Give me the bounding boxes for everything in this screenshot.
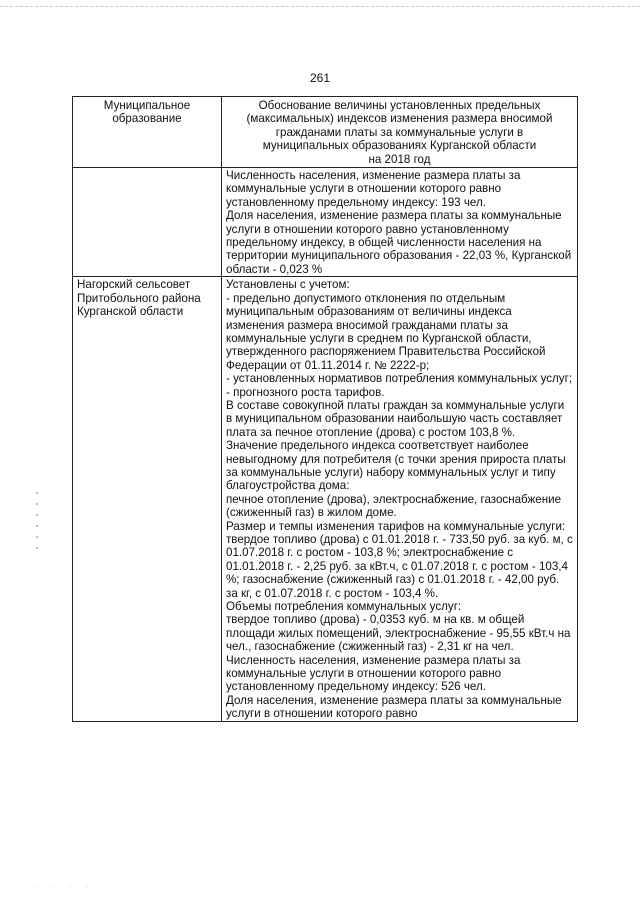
header-line: гражданами платы за коммунальные услуги в xyxy=(275,125,524,139)
scan-dot xyxy=(36,492,38,494)
paragraph: В составе совокупной платы граждан за коммунальные услуги в муниципальном образовании наибольшую часть составляет плата за печное отопление (дрова) с ростом 103,8 %. xyxy=(226,398,565,439)
scan-footer-marks: . . . . xyxy=(36,880,94,889)
municipality-cell: Нагорский сельсовет Притобольного района Курганской области xyxy=(73,277,222,721)
paragraph: Численность населения, изменение размера платы за коммунальные услуги в отношении которого равно установленному предельному индексу: 193 чел. xyxy=(226,169,521,209)
paragraph: Размер и темпы изменения тарифов на коммунальные услуги: xyxy=(226,519,566,533)
justification-table xyxy=(72,96,578,722)
paragraph: Установлены с учетом: xyxy=(226,278,350,292)
paragraph: твердое топливо (дрова) - 0,0353 куб. м на кв. м общей площади жилых помещений, электроснабжение - 95,55 кВт.ч на чел., газоснабжение (сжиженный газ) - 2,31 кг на чел. xyxy=(226,613,571,654)
paragraph: Численность населения, изменение размера платы за коммунальные услуги в отношении которого равно установленному предельному индексу: 526 чел. xyxy=(226,653,521,694)
justification-cell xyxy=(222,277,578,721)
paragraph: - прогнозного роста тарифов. xyxy=(226,385,385,399)
page-number: 261 xyxy=(309,71,331,85)
paragraph: Доля населения, изменение размера платы за коммунальные услуги в отношении которого равно xyxy=(226,693,562,721)
paragraph: Доля населения, изменение размера платы за коммунальные услуги в отношении которого равно установленному предельному индексу, в общей численности населения на территории муниципального образования - 22,03 %, Курганской области - 0,023 % xyxy=(226,209,572,276)
scan-dot xyxy=(36,525,38,527)
scan-dot xyxy=(36,547,38,549)
scan-dot xyxy=(36,514,38,516)
header-line: (максимальных) индексов изменения размера вносимой xyxy=(246,112,553,126)
paragraph: твердое топливо (дрова) с 01.01.2018 г. - 733,50 руб. за куб. м, с 01.07.2018 г. с ростом - 103,8 %; электроснабжение с 01.01.2018 г. - 2,25 руб. за кВт.ч, с 01.07.2018 г. с ростом - 103,4 %; газоснабжение (сжиженный газ) с 01.01.2018 г. - 42,00 руб. за кг, с 01.07.2018 г. с ростом - 103,4 %. xyxy=(226,533,573,600)
municipality-cell xyxy=(73,168,222,277)
header-line: Обоснование величины установленных предельных xyxy=(258,99,541,112)
paragraph: - установленных нормативов потребления коммунальных услуг; xyxy=(226,372,573,386)
table-header-row xyxy=(73,97,578,168)
justification-cell xyxy=(222,168,578,277)
header-municipality: Муниципальное образование xyxy=(73,97,222,168)
scan-artifact-line xyxy=(0,6,640,7)
paragraph: Объемы потребления коммунальных услуг: xyxy=(226,600,462,614)
header-line: на 2018 год xyxy=(368,152,431,166)
scan-margin-marks xyxy=(34,492,40,582)
paragraph: печное отопление (дрова), электроснабжение, газоснабжение (сжиженный газ) в жилом доме. xyxy=(226,492,562,520)
paragraph: - предельно допустимого отклонения по отдельным муниципальным образованиям от величины индекса изменения размера вносимой гражданами платы за коммунальные услуги в среднем по Курганской области, утвержденного распоряжением Правительства Российской Федерации от 01.11.2014 г. № 2222-р; xyxy=(226,291,546,372)
table-row xyxy=(73,277,578,721)
header-justification xyxy=(222,97,578,168)
paragraph: Значение предельного индекса соответствует наиболее невыгодному для потребителя (с точки зрения прироста платы за коммунальные услуги) набору коммунальных услуг и типу благоустройства дома: xyxy=(226,439,566,493)
table-row xyxy=(73,168,578,277)
scan-dot xyxy=(36,536,38,538)
header-line: муниципальных образованиях Курганской области xyxy=(262,139,537,153)
scan-dot xyxy=(36,503,38,505)
